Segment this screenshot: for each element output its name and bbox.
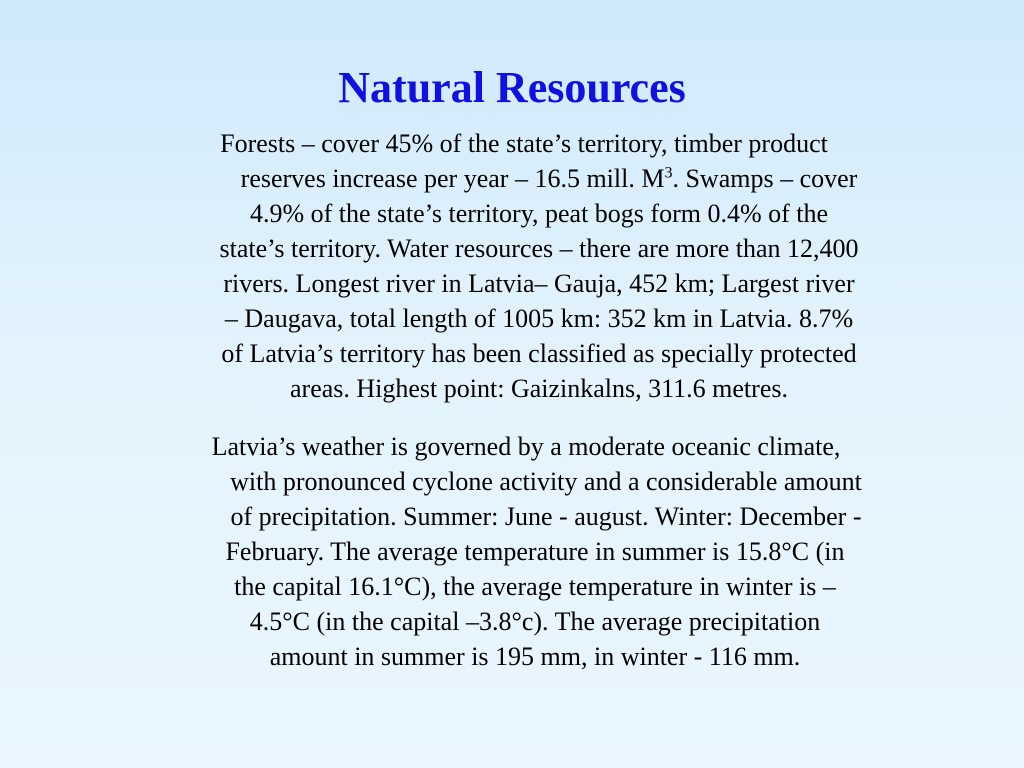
slide-title: Natural Resources	[338, 63, 686, 112]
text-run: reserves increase per year – 16.5 mill. M	[240, 164, 665, 193]
paragraph-line: with pronounced cyclone activity and a considerable amount	[230, 467, 862, 496]
paragraph-line: of precipitation. Summer: June - august. Winter: December -	[230, 502, 862, 531]
climate-paragraph	[100, 429, 970, 674]
paragraph-line	[108, 161, 970, 196]
paragraph-line: rivers. Longest river in Latvia– Gauja, 452 km; Largest river	[223, 269, 855, 298]
natural-resources-paragraph	[108, 126, 970, 406]
paragraph-line: February. The average temperature in summer is 15.8°C (in	[225, 537, 845, 566]
paragraph-line: Latvia’s weather is governed by a moderate oceanic climate,	[211, 432, 841, 461]
paragraph-line: 4.5°C (in the capital –3.8°c). The average precipitation	[249, 607, 821, 636]
paragraph-line: areas. Highest point: Gaizinkalns, 311.6 metres.	[290, 374, 788, 403]
superscript: 3	[664, 164, 673, 182]
paragraph-line: of Latvia’s territory has been classified as specially protected	[221, 339, 857, 368]
paragraph-line: amount in summer is 195 mm, in winter - 116 mm.	[269, 642, 801, 671]
paragraph-line: – Daugava, total length of 1005 km: 352 km in Latvia. 8.7%	[224, 304, 854, 333]
paragraph-line: the capital 16.1°C), the average temperature in winter is –	[234, 572, 836, 601]
paragraph-line: 4.9% of the state’s territory, peat bogs form 0.4% of the	[249, 199, 829, 228]
paragraph-line: state’s territory. Water resources – there are more than 12,400	[219, 234, 859, 263]
text-run: . Swamps – cover	[672, 164, 858, 193]
paragraph-line: Forests – cover 45% of the state’s territory, timber product	[220, 129, 828, 158]
